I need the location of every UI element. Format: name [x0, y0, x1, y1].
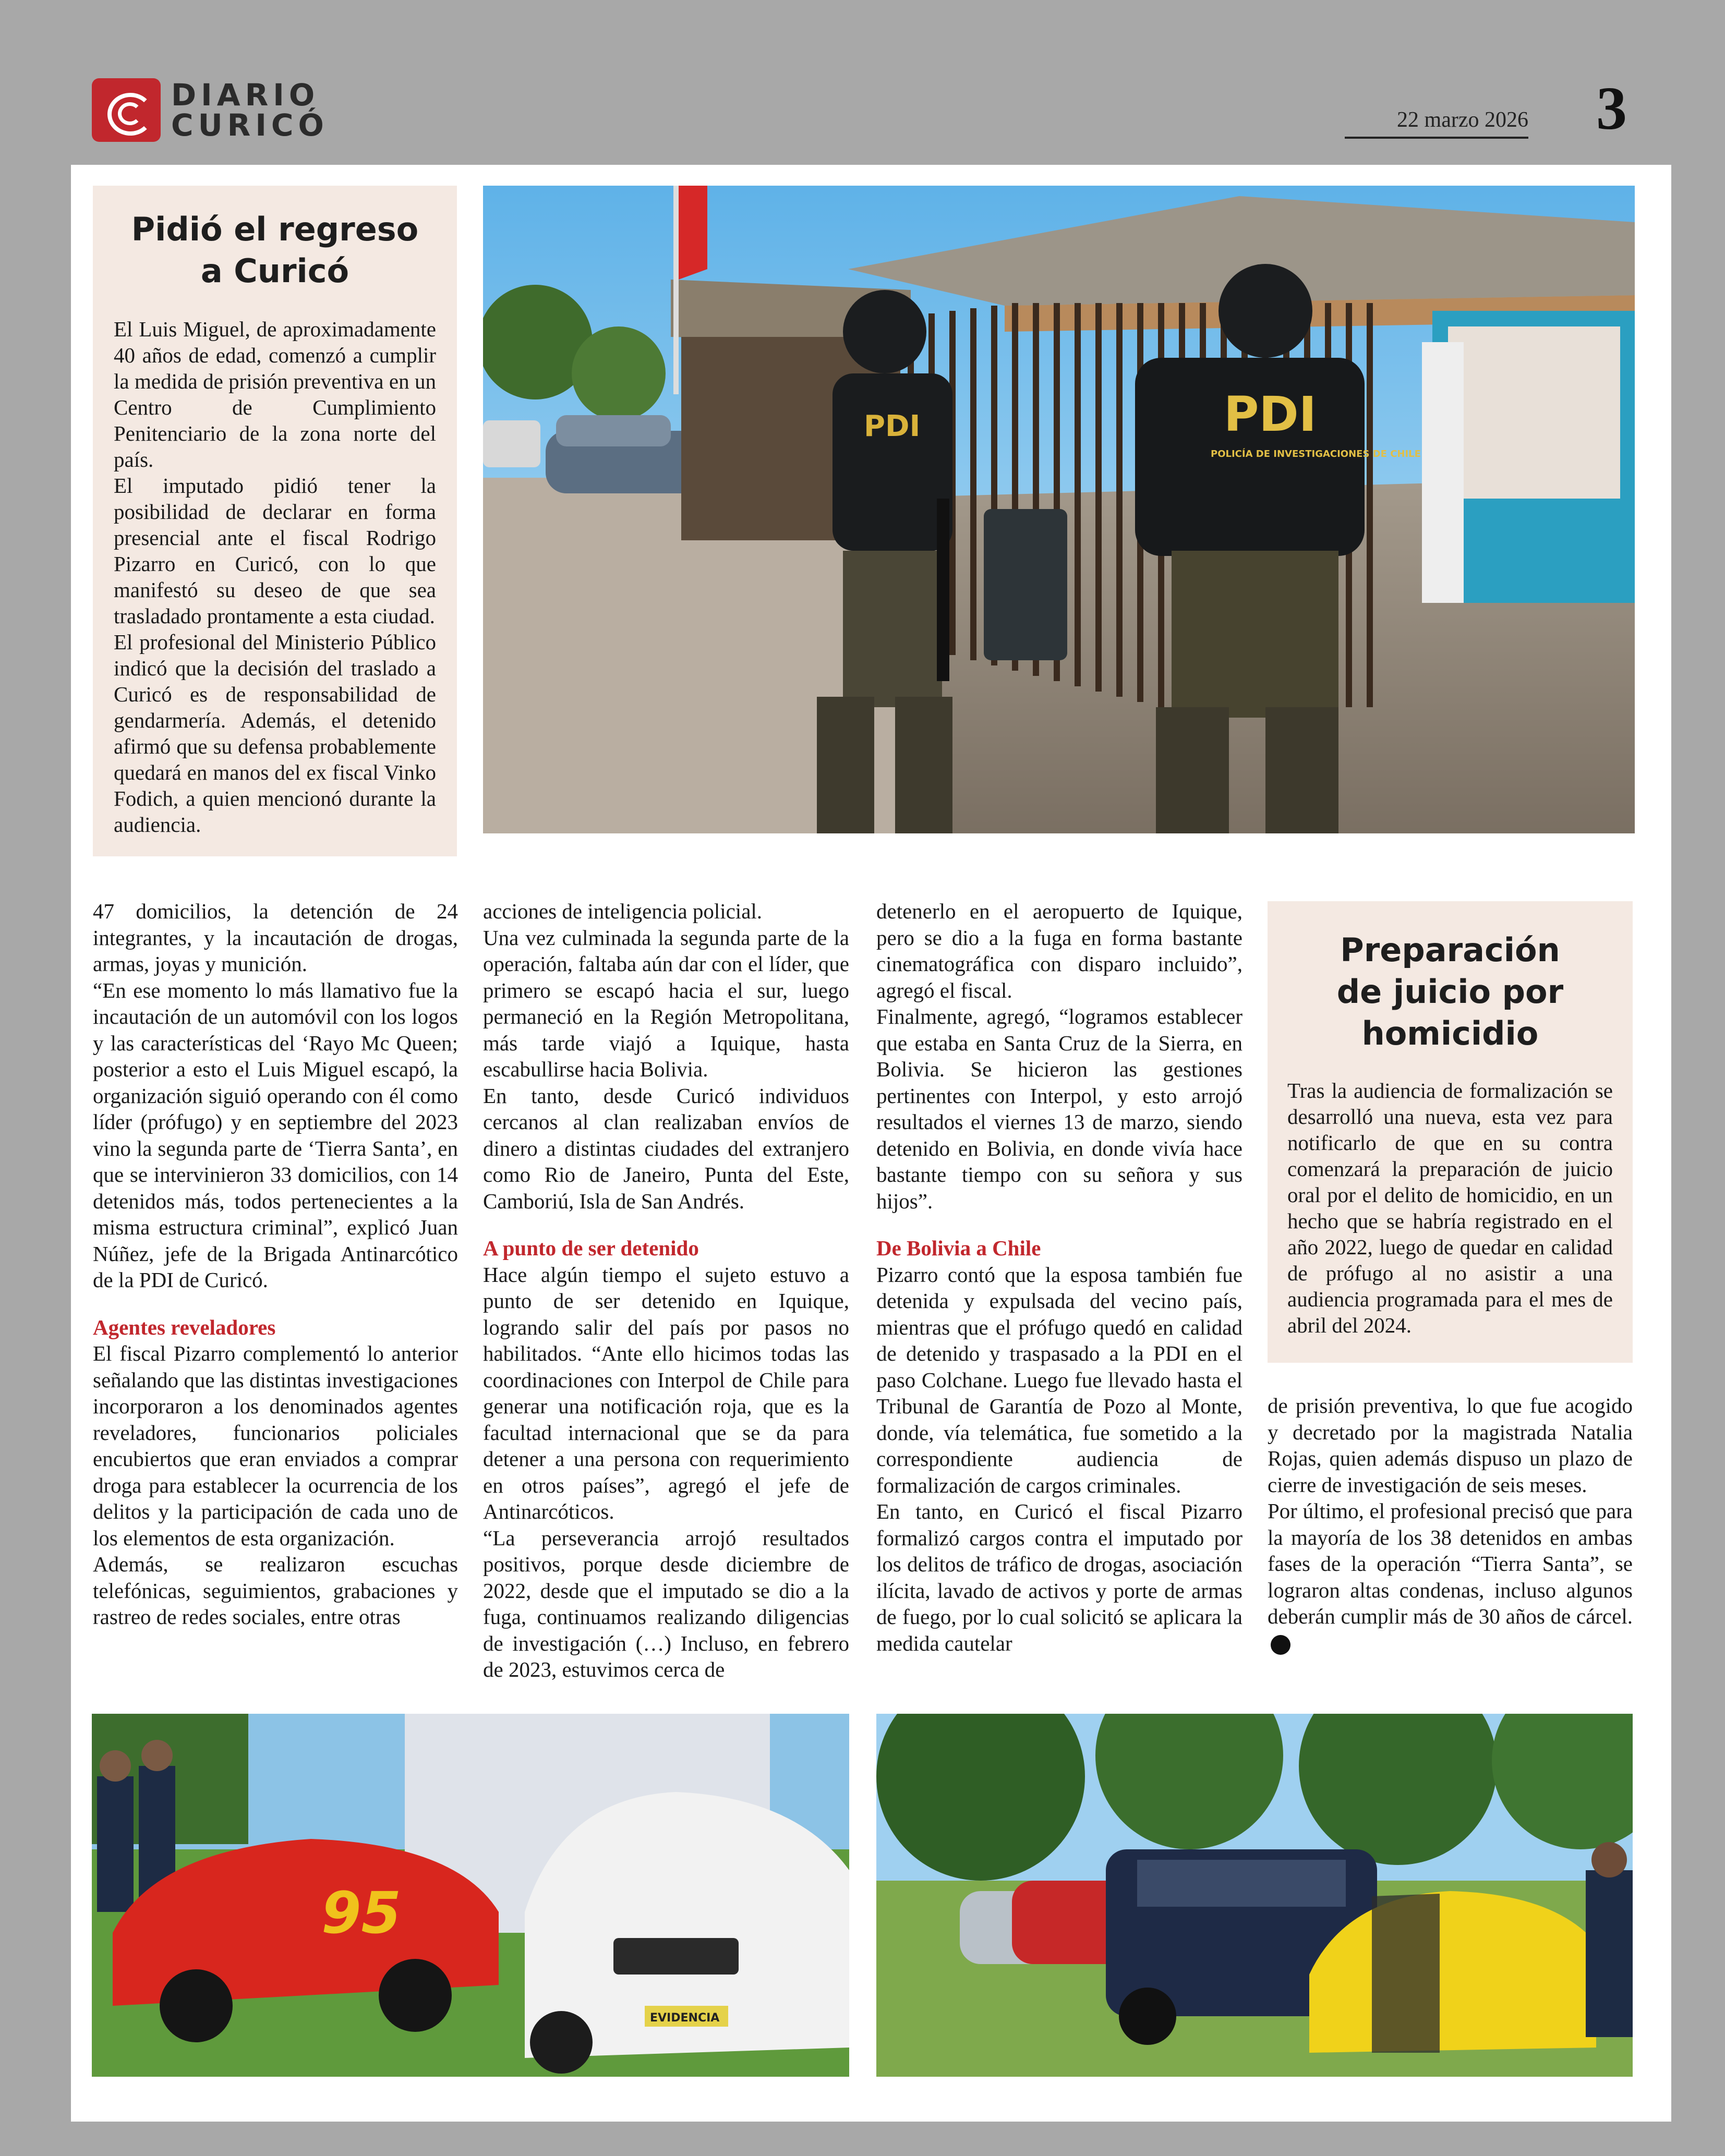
sidebar-paragraph: El imputado pidió tener la posibilidad de declarar en forma presencial ante el fiscal Rodrigo Pizarro en Curicó, con lo que manifestó su deseo de que sea trasladado prontamente a esta ciudad.	[114, 474, 436, 628]
article-column-1	[93, 898, 458, 1630]
article-paragraph: acciones de inteligencia policial.	[483, 899, 763, 923]
article-paragraph: Además, se realizaron escuchas telefónicas, seguimientos, grabaciones y rastreo de redes sociales, entre otras	[93, 1552, 458, 1629]
photo-seized-cars-left	[92, 1714, 849, 2077]
article-paragraph: En tanto, en Curicó el fiscal Pizarro formalizó cargos contra el imputado por los delitos de tráfico de drogas, asociación ilícita, lavado de activos y porte de armas de fuego, por lo cual solicitó se aplicara la medida cautelar	[876, 1499, 1243, 1655]
subhead-de-bolivia-a-chile: De Bolivia a Chile	[876, 1236, 1041, 1260]
vest-label-left: PDI	[864, 409, 921, 443]
article-paragraph: En tanto, desde Curicó individuos cercanos al clan realizaban envíos de dinero a distintas ciudades del extranjero como Rio de Janeiro, Punta del Este, Camboriú, Isla de San Andrés.	[483, 1083, 849, 1213]
sidebar-regreso	[93, 186, 457, 856]
brand-name-line1: DIARIO	[171, 77, 320, 113]
article-paragraph: “La perseverancia arrojó resultados positivos, porque desde diciembre de 2022, desde que el imputado se dio a la fuga, continuamos realizando diligencias de investigación (…) Incluso, en febrero de 2023, estuvimos cerca de	[483, 1525, 849, 1681]
article-paragraph: Una vez culminada la segunda parte de la operación, faltaba aún dar con el líder, que primero se escapó hacia el sur, luego permaneció en la Región Metropolitana, más tarde viajó a Iquique, hasta escabullirse hacia Bolivia.	[483, 925, 849, 1081]
article-paragraph: Por último, el profesional precisó que para la mayoría de los 38 detenidos en ambas fases de la operación “Tierra Santa”, se lograron altas condenas, incluso algunos deberán cumplir más de 30 años de cárcel.	[1268, 1499, 1633, 1628]
article-paragraph: detenerlo en el aeropuerto de Iquique, pero se dio a la fuga en forma bastante cinematográfica con disparo incluido”, agregó el fiscal.	[876, 899, 1243, 1002]
car-number: 95	[321, 1880, 402, 1946]
plate-label: EVIDENCIA	[650, 2012, 720, 2025]
sidebar-title-line3: homicidio	[1361, 1014, 1539, 1052]
photo-seized-cars-right	[876, 1714, 1633, 2077]
article-paragraph: Finalmente, agregó, “logramos establecer que estaba en Santa Cruz de la Sierra, en Bolivia. Se hicieron las gestiones pertinentes con Interpol, y esto arrojó resultados el viernes 13 de marzo, siendo detenido en Bolivia, en donde vivía hace bastante tiempo con su señora y sus hijos”.	[876, 1004, 1243, 1213]
sidebar-title-line2: a Curicó	[200, 252, 349, 290]
article-column-2	[483, 898, 849, 1683]
article-paragraph: El fiscal Pizarro complementó lo anterior señalando que las distintas investigaciones incorporaron a los denominados agentes reveladores, funcionarios policiales encubiertos que eran enviados a comprar droga para establecer la ocurrencia de los delitos y la participación de cada uno de los elementos de esta organización.	[93, 1341, 458, 1550]
sidebar-preparacion-juicio	[1268, 901, 1633, 1363]
sidebar-title-line2: de juicio por	[1336, 973, 1564, 1011]
article-column-3	[876, 898, 1243, 1656]
article-column-4	[1268, 1392, 1633, 1656]
article-paragraph: Pizarro contó que la esposa también fue detenida y expulsada del vecino país, mientras que el prófugo quedó en calidad de detenido y traspasado a la PDI en el paso Colchane. Luego fue llevado hasta el Tribunal de Garantía de Pozo al Monte, donde, vía telemática, fue sometido a la correspondiente audiencia de formalización de cargos criminales.	[876, 1262, 1243, 1497]
end-of-article-icon	[1271, 1635, 1290, 1655]
article-paragraph: “En ese momento lo más llamativo fue la incautación de un automóvil con los logos y las características del ‘Rayo Mc Queen; posterior a esto el Luis Miguel escapó, la organización siguió operando con él como líder (prófugo) y en septiembre del 2023 vino la segunda parte de ‘Tierra Santa’, en que se intervinieron 33 domicilios, con 14 detenidos más, todos pertenecientes a la misma estructura criminal”, explicó Juan Núñez, jefe de la Brigada Antinarcótico de la PDI de Curicó.	[93, 978, 458, 1292]
subhead-agentes-reveladores: Agentes reveladores	[93, 1315, 276, 1339]
sidebar-paragraph: El Luis Miguel, de aproximadamente 40 años de edad, comenzó a cumplir la medida de prisión preventiva en un Centro de Cumplimiento Penitenciario de la zona norte del país.	[114, 317, 436, 471]
photo-pdi-officers	[483, 186, 1635, 833]
page-number: 3	[1596, 74, 1627, 142]
article-paragraph: Hace algún tiempo el sujeto estuvo a punto de ser detenido en Iquique, logrando salir del país por pasos no habilitados. “Ante ello hicimos todas las coordinaciones con Interpol de Chile para generar una notificación roja, que es la facultad internacional que se da para detener a una persona con requerimiento en otros países”, agregó el jefe de Antinarcóticos.	[483, 1262, 849, 1523]
logo-inner-ring-icon	[118, 102, 142, 125]
sidebar-title-line1: Pidió el regreso	[131, 210, 419, 248]
sidebar-paragraph: El profesional del Ministerio Público indicó que la decisión del traslado a Curicó es de responsabilidad de gendarmería. Además, el detenido afirmó que su defensa probablemente quedará en manos del ex fiscal Vinko Fodich, a quien mencionó durante la audiencia.	[114, 630, 436, 837]
brand-name-line2: CURICÓ	[171, 107, 329, 143]
article-paragraph: 47 domicilios, la detención de 24 integrantes, y la incautación de drogas, armas, joyas y munición.	[93, 899, 458, 976]
article-paragraph: de prisión preventiva, lo que fue acogido y decretado por la magistrada Natalia Rojas, quien además dispuso un plazo de cierre de investigación de seis meses.	[1268, 1394, 1633, 1497]
sidebar-title-line1: Preparación	[1340, 931, 1560, 969]
logo	[92, 78, 161, 142]
vest-label-right: PDI	[1224, 386, 1317, 442]
sidebar-paragraph: Tras la audiencia de formalización se desarrolló una nueva, esta vez para notificarlo de que en su contra comenzará la preparación de juicio oral por el delito de homicidio, en un hecho que se habría registrado en el año 2022, luego de quedar en calidad de prófugo al no asistir a una audiencia programada para el mes de abril del 2024.	[1287, 1079, 1613, 1337]
issue-date: 22 marzo 2026	[1345, 107, 1528, 139]
vest-sublabel-right: POLICÍA DE INVESTIGACIONES DE CHILE	[1211, 449, 1421, 459]
subhead-a-punto-de-ser-detenido: A punto de ser detenido	[483, 1236, 699, 1260]
